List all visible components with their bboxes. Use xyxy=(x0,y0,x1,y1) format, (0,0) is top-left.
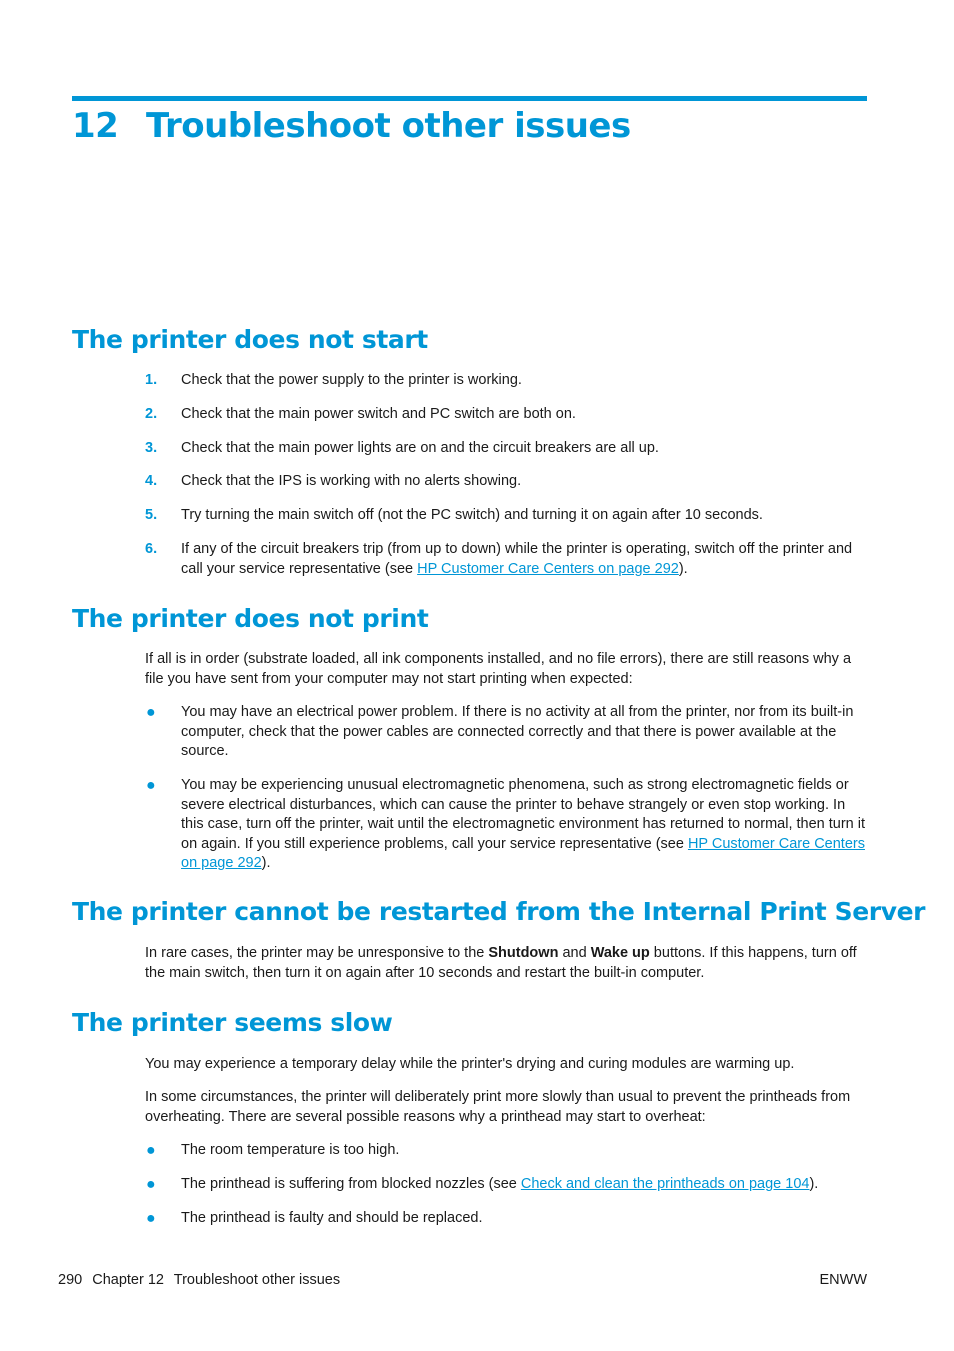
page-footer xyxy=(58,1272,346,1288)
step-text: If any of the circuit breakers trip (from up to down) while the printer is operating, switch off the printer and call your service representative (see HP Customer Care Centers on page 292). xyxy=(181,541,853,577)
list-item xyxy=(145,540,869,579)
restart-paragraph: In rare cases, the printer may be unresponsive to the Shutdown and Wake up buttons. If this happens, turn off the main switch, then turn it on again after 10 seconds and restart the built-in computer. xyxy=(145,945,857,981)
intro-paragraph: If all is in order (substrate loaded, all ink components installed, and no file errors), there are still reasons why a file you have sent from your computer may not start printing when expected: xyxy=(145,651,852,687)
slow-paragraph-1: You may experience a temporary delay while the printer's drying and curing modules are warming up. xyxy=(145,1056,795,1072)
page-number: 290 xyxy=(58,1272,83,1288)
step-number: 3. xyxy=(145,440,158,456)
bullet-icon: ● xyxy=(146,704,156,721)
list-item xyxy=(145,371,869,391)
list-item xyxy=(145,1175,869,1195)
heading-does-not-start: The printer does not start xyxy=(72,325,428,354)
hp-customer-care-link[interactable]: HP Customer Care Centers on page 292 xyxy=(181,835,865,871)
chapter-rule xyxy=(72,96,867,101)
heading-seems-slow: The printer seems slow xyxy=(72,1008,393,1037)
step-text: Check that the main power switch and PC switch are both on. xyxy=(181,406,576,422)
step-text: Check that the main power lights are on and the circuit breakers are all up. xyxy=(181,440,659,456)
bullet-icon: ● xyxy=(146,777,156,794)
heading-cannot-restart: The printer cannot be restarted from the Internal Print Server xyxy=(72,897,926,926)
check-clean-printheads-link[interactable]: Check and clean the printheads on page 104 xyxy=(520,1176,810,1192)
list-item xyxy=(145,439,869,459)
shutdown-label: Shutdown xyxy=(488,945,559,961)
bullet-text: The room temperature is too high. xyxy=(181,1142,400,1158)
step-number: 4. xyxy=(145,473,158,489)
step-text: Check that the power supply to the printer is working. xyxy=(181,372,522,388)
list-item xyxy=(145,1141,869,1161)
heading-does-not-print: The printer does not print xyxy=(72,604,429,633)
slow-paragraph-2: In some circumstances, the printer will deliberately print more slowly than usual to prevent the printheads from overheating. There are several possible reasons why a printhead may start to overheat: xyxy=(145,1089,851,1125)
chapter-number: 12 xyxy=(72,106,119,146)
list-item xyxy=(145,472,869,492)
step-text: Try turning the main switch off (not the PC switch) and turning it on again after 10 seconds. xyxy=(181,507,763,523)
bullet-icon: ● xyxy=(146,1176,156,1193)
bullet-icon: ● xyxy=(146,1142,156,1159)
step-number: 5. xyxy=(145,507,158,523)
step-number: 6. xyxy=(145,541,158,557)
chapter-title-text: Troubleshoot other issues xyxy=(146,106,631,146)
list-item xyxy=(145,506,869,526)
footer-locale: ENWW xyxy=(819,1272,867,1288)
list-item xyxy=(145,776,869,874)
list-item xyxy=(145,405,869,425)
wake-up-label: Wake up xyxy=(590,945,650,961)
step-text: Check that the IPS is working with no alerts showing. xyxy=(181,473,522,489)
bullet-text: The printhead is faulty and should be replaced. xyxy=(181,1210,483,1226)
footer-chapter-title: Troubleshoot other issues xyxy=(173,1272,341,1288)
footer-chapter-label: Chapter 12 xyxy=(92,1272,164,1288)
chapter-title xyxy=(72,106,631,146)
list-item xyxy=(145,1209,869,1229)
bullet-icon: ● xyxy=(146,1210,156,1227)
bullet-text: The printhead is suffering from blocked nozzles (see Check and clean the printheads on page 104). xyxy=(181,1176,819,1192)
bullet-text: You may have an electrical power problem. If there is no activity at all from the printer, nor from its built-in computer, check that the power cables are connected correctly and that there is power available at the source. xyxy=(181,704,854,759)
bullet-text: You may be experiencing unusual electromagnetic phenomena, such as strong electromagnetic fields or severe electrical disturbances, which can cause the printer to behave strangely or even stop working. In this case, turn off the printer, wait until the electromagnetic environment has returned to normal, then turn it on again. If you still experience problems, call your service representative (see HP Customer Care Centers on page 292). xyxy=(181,777,866,871)
hp-customer-care-link[interactable]: HP Customer Care Centers on page 292 xyxy=(417,560,679,577)
list-item xyxy=(145,703,869,762)
step-number: 2. xyxy=(145,406,158,422)
step-number: 1. xyxy=(145,372,158,388)
